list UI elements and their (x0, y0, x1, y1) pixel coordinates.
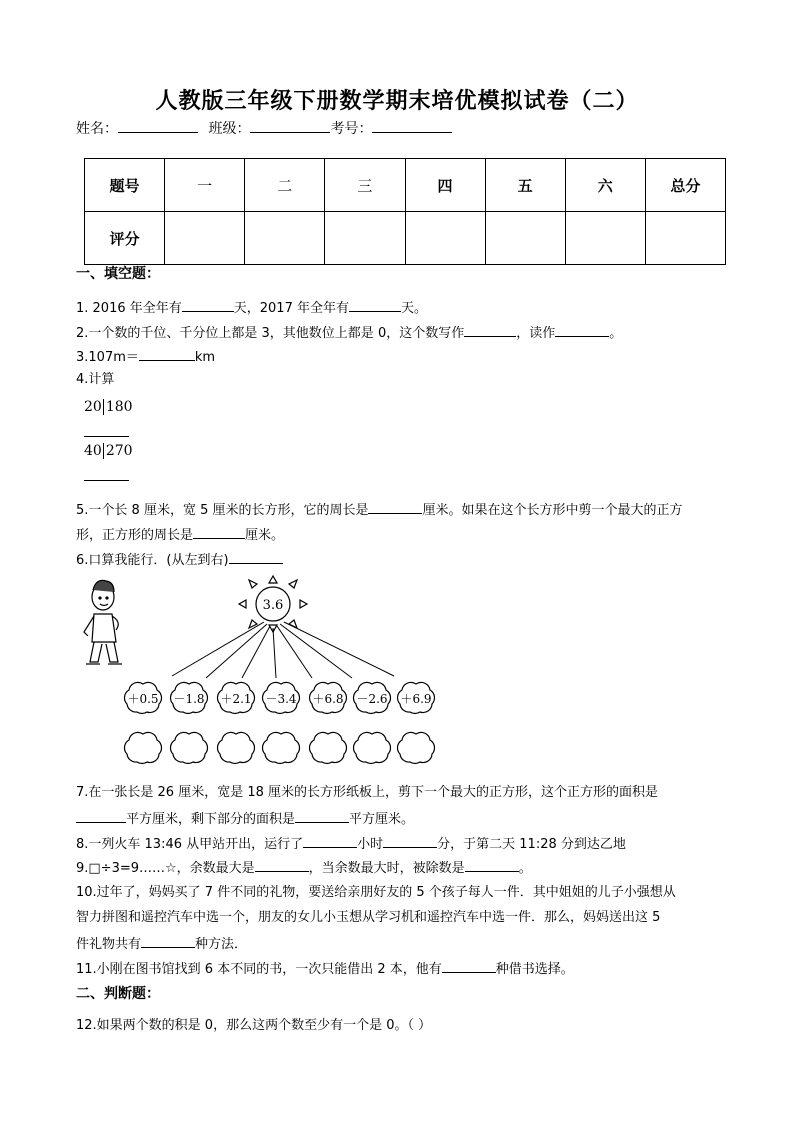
answer-blank[interactable] (349, 297, 401, 312)
section-true-false-heading: 二、判断题： (76, 986, 160, 1002)
answer-cloud[interactable] (125, 732, 162, 763)
operation-label: －2.6 (356, 692, 388, 706)
answer-blank[interactable] (229, 549, 283, 564)
answer-cloud[interactable] (171, 732, 208, 763)
long-division-2: 40 270 (84, 443, 133, 459)
answer-blank[interactable] (193, 524, 245, 539)
answer-blank[interactable] (555, 322, 609, 337)
division-line (84, 436, 129, 437)
exam-label: 考号： (330, 121, 373, 137)
name-label: 姓名： (76, 121, 118, 137)
page-title: 人教版三年级下册数学期末培优模拟试卷（二） (155, 89, 639, 114)
score-cell: 总分 (645, 159, 725, 212)
score-table (84, 158, 726, 265)
class-label: 班级： (208, 121, 251, 137)
class-blank[interactable] (250, 118, 330, 133)
question-2: 2.一个数的千位、千分位上都是 3，其他数位上都是 0，这个数写作 ，读作 。 (76, 322, 622, 344)
operation-label: －3.4 (265, 692, 297, 706)
question-5-line2: 形，正方形的周长是 厘米。 (76, 524, 284, 546)
answer-cloud[interactable] (218, 732, 255, 763)
name-blank[interactable] (118, 118, 198, 133)
question-7-line2: 平方厘米，剩下部分的面积是 平方厘米。 (76, 808, 414, 830)
answer-blank[interactable] (182, 297, 234, 312)
score-input-cell[interactable] (645, 212, 725, 265)
answer-blank[interactable] (383, 833, 437, 848)
boy-figure (84, 580, 122, 664)
question-10-line2: 智力拼图和遥控汽车中选一个，朋友的女儿小玉想从学习机和遥控汽车中选一件．那么，妈妈送出这 5 (76, 910, 661, 925)
answer-cloud[interactable] (263, 732, 300, 763)
question-8: 8.一列火车 13:46 从甲站开出，运行了 小时 分，于第二天 11:28 分到达乙地 (76, 833, 626, 855)
score-cell: 二 (245, 159, 325, 212)
score-table-score-row (85, 212, 726, 265)
answer-clouds[interactable] (125, 732, 435, 763)
score-label-cell: 评分 (85, 212, 165, 265)
score-cell: 三 (325, 159, 405, 212)
operation-label: ＋6.9 (400, 692, 432, 706)
answer-blank[interactable] (303, 833, 357, 848)
answer-cloud[interactable] (398, 732, 435, 763)
score-cell: 一 (165, 159, 245, 212)
answer-blank[interactable] (255, 857, 309, 872)
long-division-1: 20 180 (84, 399, 133, 415)
answer-blank[interactable] (76, 808, 126, 823)
question-7-line1: 7.在一张长是 26 厘米，宽是 18 厘米的长方形纸板上，剪下一个最大的正方形，这个正方形的面积是 (76, 785, 659, 800)
score-input-cell[interactable] (565, 212, 645, 265)
score-input-cell[interactable] (325, 212, 405, 265)
question-6: 6.口算我能行．(从左到右) (76, 549, 283, 571)
operation-clouds (125, 682, 435, 713)
question-11: 11.小刚在图书馆找到 6 本不同的书，一次只能借出 2 本，他有 种借书选择。 (76, 958, 574, 980)
question-1: 1. 2016 年全年有 天，2017 年全年有 天。 (76, 297, 427, 319)
operation-label: ＋6.8 (312, 692, 344, 706)
answer-blank[interactable] (464, 322, 516, 337)
answer-blank[interactable] (368, 499, 422, 514)
answer-blank[interactable] (295, 808, 349, 823)
mental-math-illustration (76, 570, 456, 770)
question-12: 12.如果两个数的积是 0，那么这两个数至少有一个是 0。（ ） (76, 1018, 432, 1033)
score-input-cell[interactable] (165, 212, 245, 265)
answer-blank[interactable] (442, 958, 496, 973)
question-4-label: 4.计算 (76, 372, 115, 387)
division-line (84, 480, 129, 481)
answer-blank[interactable] (465, 857, 519, 872)
score-cell: 六 (565, 159, 645, 212)
question-3: 3.107m＝ km (76, 346, 215, 368)
question-5-line1: 5.一个长 8 厘米，宽 5 厘米的长方形，它的周长是 厘米。如果在这个长方形中剪一个最大的正方 (76, 499, 683, 521)
score-cell: 五 (485, 159, 565, 212)
sun-value: 3.6 (262, 598, 284, 613)
answer-cloud[interactable] (310, 732, 347, 763)
operation-label: －1.8 (173, 692, 205, 706)
score-cell: 四 (405, 159, 485, 212)
score-input-cell[interactable] (485, 212, 565, 265)
answer-blank[interactable] (141, 933, 195, 948)
operation-label: ＋2.1 (220, 692, 252, 706)
score-input-cell[interactable] (405, 212, 485, 265)
question-10-line1: 10.过年了，妈妈买了 7 件不同的礼物，要送给亲朋好友的 5 个孩子每人一件．其中姐姐的儿子小强想从 (76, 885, 676, 900)
section-fill-blank-heading: 一、填空题： (76, 266, 160, 282)
question-9: 9.□÷3=9……☆，余数最大是 ，当余数最大时，被除数是 。 (76, 857, 532, 879)
answer-cloud[interactable] (354, 732, 391, 763)
score-table-header-row (85, 159, 726, 212)
exam-number-blank[interactable] (372, 118, 452, 133)
operation-label: ＋0.5 (127, 692, 159, 706)
student-info-row (76, 118, 452, 139)
score-cell: 题号 (85, 159, 165, 212)
answer-blank[interactable] (139, 346, 195, 361)
question-10-line3: 件礼物共有 种方法． (76, 933, 247, 955)
connector-lines (172, 622, 394, 678)
score-input-cell[interactable] (245, 212, 325, 265)
